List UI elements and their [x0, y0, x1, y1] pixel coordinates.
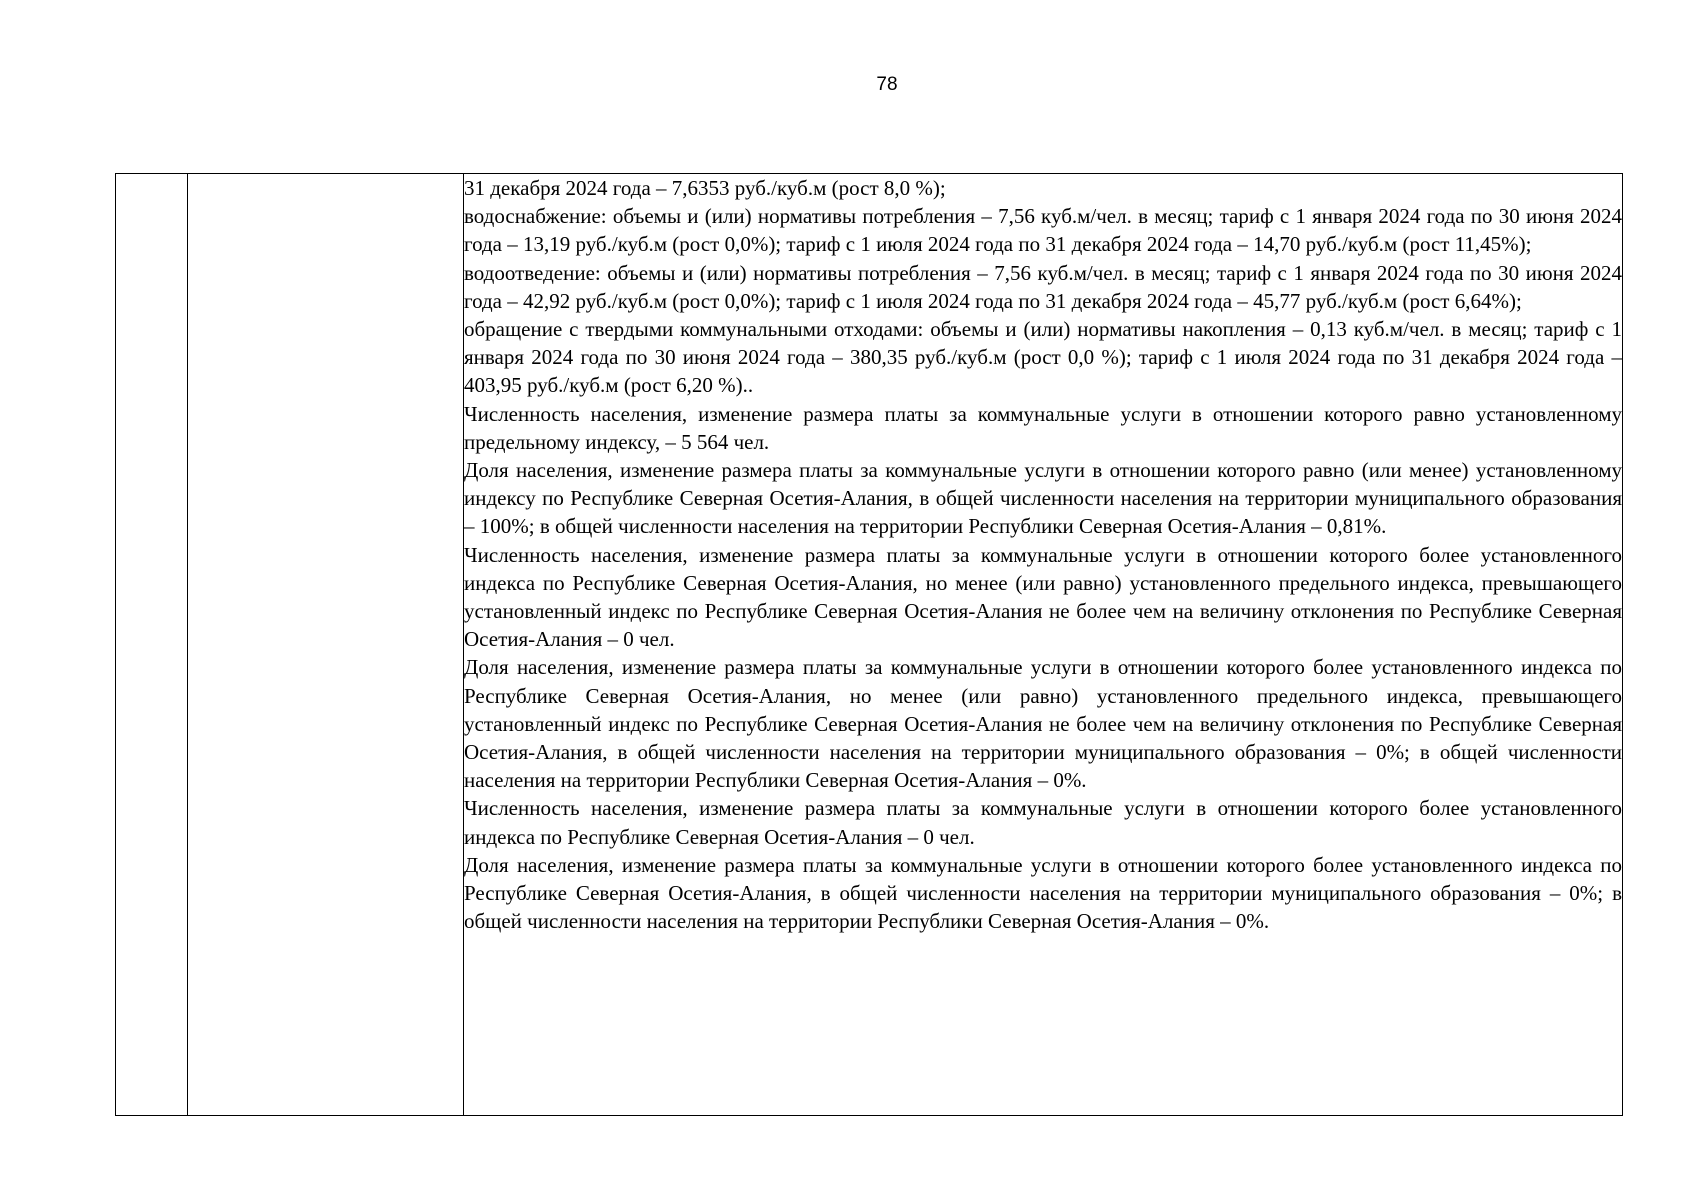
table-cell-number: [116, 174, 188, 1116]
content-table: [115, 173, 1623, 1116]
paragraph: Численность населения, изменение размера платы за коммунальные услуги в отношении которого более установленного индекса по Республике Северная Осетия-Алания, но менее (или равно) установленного предельного индекса, превышающего установленный индекс по Республике Северная Осетия-Алания не более чем на величину отклонения по Республике Северная Осетия-Алания – 0 чел.: [464, 542, 1622, 652]
page-number: 78: [876, 74, 898, 95]
paragraph: водоснабжение: объемы и (или) нормативы потребления – 7,56 куб.м/чел. в месяц; тариф с 1 января 2024 года по 30 июня 2024 года – 13,19 руб./куб.м (рост 0,0%); тариф с 1 июля 2024 года по 31 декабря 2024 года – 14,70 руб./куб.м (рост 11,45%);: [464, 204, 1622, 257]
table-row: [116, 174, 1623, 1116]
paragraph: 31 декабря 2024 года – 7,6353 руб./куб.м (рост 8,0 %);: [464, 176, 946, 200]
table-cell-description: [464, 174, 1623, 1116]
paragraph: Численность населения, изменение размера платы за коммунальные услуги в отношении которого равно установленному предельному индексу, – 5 564 чел.: [464, 401, 1622, 454]
paragraph: Численность населения, изменение размера платы за коммунальные услуги в отношении которого более установленного индекса по Республике Северная Осетия-Алания – 0 чел.: [464, 796, 1622, 849]
paragraph: Доля населения, изменение размера платы за коммунальные услуги в отношении которого более установленного индекса по Республике Северная Осетия-Алания, но менее (или равно) установленного предельного индекса, превышающего установленный индекс по Республике Северная Осетия-Алания не более чем на величину отклонения по Республике Северная Осетия-Алания, в общей численности населения на территории муниципального образования – 0%; в общей численности населения на территории Республики Северная Осетия-Алания – 0%.: [464, 655, 1622, 793]
paragraph: Доля населения, изменение размера платы за коммунальные услуги в отношении которого равно (или менее) установленному индексу по Республике Северная Осетия-Алания, в общей численности населения на территории муниципального образования – 100%; в общей численности населения на территории Республики Северная Осетия-Алания – 0,81%.: [464, 458, 1622, 539]
paragraph: Доля населения, изменение размера платы за коммунальные услуги в отношении которого более установленного индекса по Республике Северная Осетия-Алания, в общей численности населения на территории муниципального образования – 0%; в общей численности населения на территории Республики Северная Осетия-Алания – 0%.: [464, 852, 1622, 934]
paragraph: обращение с твердыми коммунальными отходами: объемы и (или) нормативы накопления – 0,13 куб.м/чел. в месяц; тариф с 1 января 2024 года по 30 июня 2024 года – 380,35 руб./куб.м (рост 0,0 %); тариф с 1 июля 2024 года по 31 декабря 2024 года – 403,95 руб./куб.м (рост 6,20 %)..: [464, 317, 1622, 398]
table-cell-name: [188, 174, 464, 1116]
paragraph: водоотведение: объемы и (или) нормативы потребления – 7,56 куб.м/чел. в месяц; тариф с 1 января 2024 года по 30 июня 2024 года – 42,92 руб./куб.м (рост 0,0%); тариф с 1 июля 2024 года по 31 декабря 2024 года – 45,77 руб./куб.м (рост 6,64%);: [464, 260, 1622, 313]
